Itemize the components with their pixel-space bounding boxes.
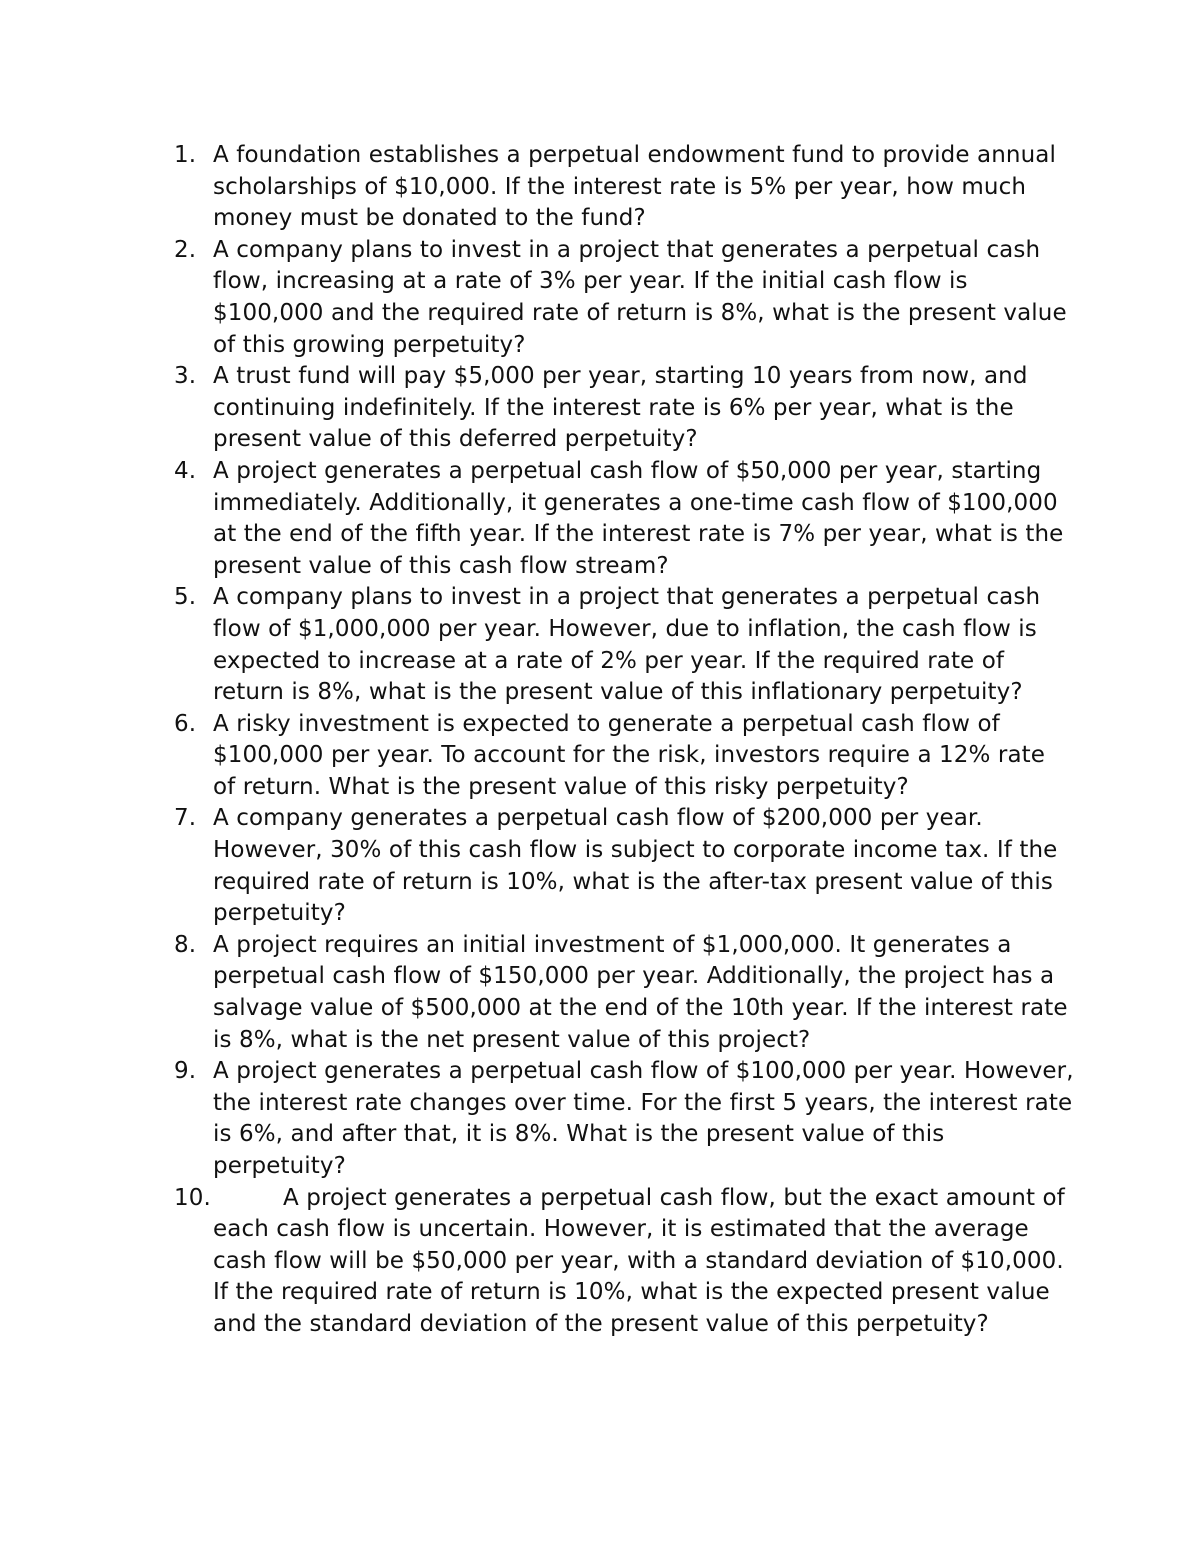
- question-item-2: [174, 235, 1074, 361]
- question-number: 8.: [174, 931, 197, 958]
- question-item-3: [174, 361, 1074, 456]
- question-number: 2.: [174, 236, 197, 263]
- question-item-6: [174, 709, 1074, 804]
- question-text: A company plans to invest in a project that generates a perpetual cash flow, increasing at a rate of 3% per year. If the initial cash flow is $100,000 and the required rate of return is 8%, what is the present value of this growing perpetuity?: [213, 236, 1067, 358]
- question-item-5: [174, 582, 1074, 708]
- question-text: A risky investment is expected to generate a perpetual cash flow of $100,000 per year. To account for the risk, investors require a 12% rate of return. What is the present value of this risky perpetuity?: [213, 710, 1046, 800]
- question-number: 3.: [174, 363, 197, 390]
- question-number: 7.: [174, 805, 197, 832]
- question-item-7: [174, 803, 1074, 929]
- question-text: A foundation establishes a perpetual endowment fund to provide annual scholarships of $10,000. If the interest rate is 5% per year, how much money must be donated to the fund?: [213, 142, 1056, 232]
- question-text: A project generates a perpetual cash flow of $100,000 per year. However, the interest rate changes over time. For the first 5 years, the interest rate is 6%, and after that, it is 8%. What is the present value of this perpetuity?: [213, 1058, 1074, 1179]
- question-text: A project requires an initial investment of $1,000,000. It generates a perpetual cash flow of $150,000 per year. Additionally, the project has a salvage value of $500,000 at the end of the 10th year. If the interest rate is 8%, what is the net present value of this project?: [213, 931, 1068, 1053]
- question-text: A project generates a perpetual cash flow of $50,000 per year, starting immediately. Additionally, it generates a one-time cash flow of $100,000 at the end of the fifth year. If the interest rate is 7% per year, what is the present value of this cash flow stream?: [213, 457, 1064, 579]
- question-item-9: [174, 1056, 1074, 1182]
- question-text: A company plans to invest in a project that generates a perpetual cash flow of $1,000,000 per year. However, due to inflation, the cash flow is expected to increase at a rate of 2% per year. If the required rate of return is 8%, what is the present value of this inflationary perpetuity?: [213, 584, 1041, 706]
- question-text: A trust fund will pay $5,000 per year, starting 10 years from now, and continuing indefinitely. If the interest rate is 6% per year, what is the present value of this deferred perpetuity?: [213, 363, 1028, 453]
- question-item-8: [174, 930, 1074, 1056]
- question-text: A project generates a perpetual cash flow, but the exact amount of each cash flow is uncertain. However, it is estimated that the average cash flow will be $50,000 per year, with a standard deviation of $10,000. If the required rate of return is 10%, what is the expected present value and the standard deviation of the present value of this perpetuity?: [213, 1184, 1065, 1337]
- question-text: A company generates a perpetual cash flow of $200,000 per year. However, 30% of this cash flow is subject to corporate income tax. If the required rate of return is 10%, what is the after-tax present value of this perpetuity?: [213, 805, 1058, 927]
- question-number: 5.: [174, 584, 197, 611]
- question-number: 4.: [174, 457, 197, 484]
- question-item-4: [174, 456, 1074, 582]
- question-item-10: [174, 1183, 1074, 1341]
- question-item-1: [174, 140, 1074, 235]
- question-number: 9.: [174, 1058, 197, 1085]
- question-list: [174, 140, 1074, 1341]
- question-number: 1.: [174, 142, 197, 168]
- question-number: 10.: [174, 1184, 211, 1211]
- question-number: 6.: [174, 710, 197, 737]
